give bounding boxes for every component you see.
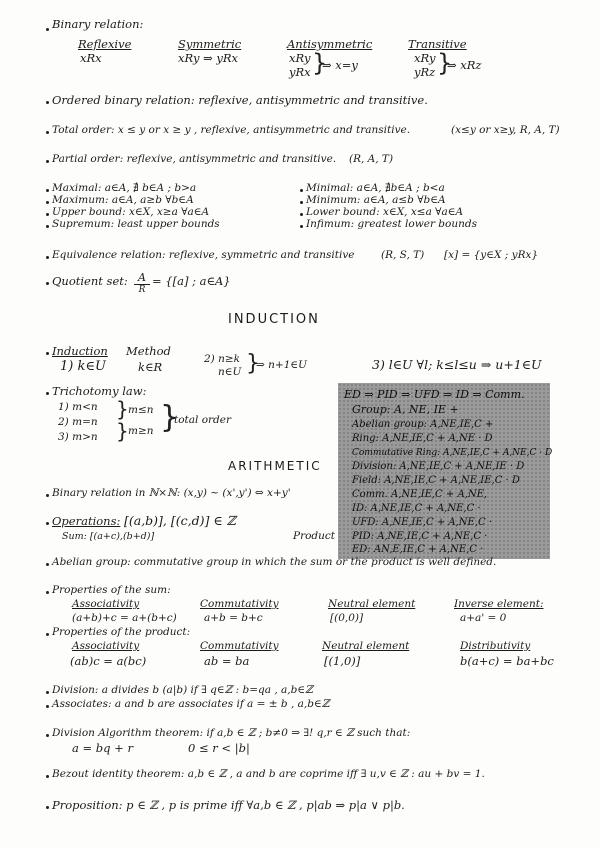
product-associativity-expr: (ab)c = a(bc) <box>70 654 147 668</box>
partial-order: Partial order: reflexive, antisymmetric and transitive. <box>52 153 337 165</box>
trichotomy-inner-2: m≥n <box>128 425 154 437</box>
product-neutral-label: Neutral element <box>322 640 410 652</box>
bullet <box>46 633 49 636</box>
quotient-numerator: A <box>138 271 146 284</box>
bullet <box>46 691 49 694</box>
bullet <box>46 189 49 192</box>
antisymmetric-expr2: yRx <box>289 65 311 79</box>
minimum: Minimum: a∈A, a≤b ∀b∈A <box>306 194 446 206</box>
product-distributivity-label: Distributivity <box>460 640 531 652</box>
bullet <box>300 201 303 204</box>
induction-step2b: n∈U <box>218 366 242 378</box>
lower-bound: Lower bound: x∈X, x≤a ∀a∈A <box>306 206 464 218</box>
division: Division: a divides b (a|b) if ∃ q∈ℤ : b=qa , a,b∈ℤ <box>52 684 313 696</box>
induction-step3: 3) l∈U ∀l; k≤l≤u ⇒ u+1∈U <box>372 357 542 372</box>
hierarchy-line: UFD: A,NE,IE,C + A,NE,C · <box>352 517 493 528</box>
product-neutral-expr: [(1,0)] <box>324 654 361 668</box>
trichotomy-brace-label: total order <box>174 414 232 426</box>
reflexive-label: Reflexive <box>78 37 132 51</box>
sum-associativity-label: Associativity <box>72 598 140 610</box>
sum-text: Sum: [(a+c),(b+d)] <box>62 531 155 542</box>
bullet <box>46 352 49 355</box>
trichotomy-inner-1: m≤n <box>128 404 154 416</box>
quotient-fraction <box>134 271 150 295</box>
sum-neutral-label: Neutral element <box>328 598 416 610</box>
product-label: Product <box>293 530 335 542</box>
arithmetic-binary-relation: Binary relation in ℕ×ℕ: (x,y) ~ (x',y') ⇔ x+y' <box>52 487 291 499</box>
sum-inverse-expr: a+a' = 0 <box>460 612 507 624</box>
induction-step2c: ⇒ n+1∈U <box>256 359 307 371</box>
reflexive-expr: xRx <box>80 51 102 65</box>
product-distributivity-expr: b(a+c) = ba+bc <box>460 654 554 668</box>
hierarchy-line: ED ⇒ PID ⇒ UFD ⇒ ID ⇒ Comm. <box>344 388 525 401</box>
total-order: Total order: x ≤ y or x ≥ y , reflexive, antisymmetric and transitive. <box>52 124 411 136</box>
ordered-relation: Ordered binary relation: reflexive, antisymmetric and transitive. <box>52 93 428 107</box>
bullet <box>300 189 303 192</box>
sum-associativity-expr: (a+b)+c = a+(b+c) <box>72 612 177 624</box>
hierarchy-line: ID: A,NE,IE,C + A,NE,C · <box>352 503 481 514</box>
bullet <box>46 494 49 497</box>
symmetric-label: Symmetric <box>178 37 242 51</box>
bullet <box>300 213 303 216</box>
hierarchy-line: Division: A,NE,IE,C + A,NE,IE · D <box>352 461 525 472</box>
division-algorithm-line2a: a = bq + r <box>72 741 133 755</box>
product-properties-title: Properties of the product: <box>52 626 191 638</box>
bullet <box>46 201 49 204</box>
transitive-result: ⇒ xRz <box>447 58 482 72</box>
bullet <box>46 160 49 163</box>
transitive-label: Transitive <box>408 37 467 51</box>
sum-commutativity-expr: a+b = b+c <box>204 612 263 624</box>
sum-neutral-expr: [(0,0)] <box>330 612 364 624</box>
bullet <box>46 28 49 31</box>
trichotomy-item-1: 1) m<n <box>58 401 98 413</box>
bullet <box>46 392 49 395</box>
supremum: Supremum: least upper bounds <box>52 218 220 230</box>
quotient-rhs: = {[a] ; a∈A} <box>152 274 231 288</box>
antisymmetric-result: ⇒ x=y <box>322 58 358 72</box>
sum-commutativity-label: Commutativity <box>200 598 279 610</box>
operations-label: Operations: <box>52 514 121 528</box>
hierarchy-line: Abelian group: A,NE,IE,C + <box>352 419 494 430</box>
bullet <box>46 705 49 708</box>
bullet <box>46 101 49 104</box>
maximum: Maximum: a∈A, a≥b ∀b∈A <box>52 194 194 206</box>
division-algorithm: Division Algorithm theorem: if a,b ∈ ℤ ; b≠0 ⇒ ∃! q,r ∈ ℤ such that: <box>52 727 411 739</box>
brace-icon: } <box>116 397 129 421</box>
hierarchy-line: Commutative Ring: A,NE,IE,C + A,NE,C · D <box>352 448 553 458</box>
antisymmetric-label: Antisymmetric <box>287 37 373 51</box>
product-associativity-label: Associativity <box>72 640 140 652</box>
product-commutativity-label: Commutativity <box>200 640 279 652</box>
bullet <box>46 213 49 216</box>
bullet <box>46 256 49 259</box>
symmetric-expr: xRy ⇒ yRx <box>178 51 239 65</box>
proposition: Proposition: p ∈ ℤ , p is prime iff ∀a,b ∈ ℤ , p|ab ⇒ p|a ∨ p|b. <box>52 798 405 812</box>
trichotomy-item-3: 3) m>n <box>58 431 98 443</box>
induction-title: Induction <box>52 344 108 358</box>
bullet <box>46 563 49 566</box>
equivalence-short: (R, S, T) <box>381 249 425 261</box>
binary-relation-title: Binary relation: <box>52 17 144 31</box>
equivalence-class: [x] = {y∈X ; yRx} <box>444 249 539 261</box>
induction-step1: 1) k∈U <box>60 359 106 374</box>
bullet <box>46 225 49 228</box>
division-algorithm-line2b: 0 ≤ r < |b| <box>188 741 250 755</box>
sum-inverse-label: Inverse element: <box>454 598 544 610</box>
trichotomy-title: Trichotomy law: <box>52 384 147 398</box>
upper-bound: Upper bound: x∈X, x≥a ∀a∈A <box>52 206 210 218</box>
sum-properties-title: Properties of the sum: <box>52 584 171 596</box>
bullet <box>300 225 303 228</box>
brace-icon: } <box>246 351 260 376</box>
associates: Associates: a and b are associates if a = ± b , a,b∈ℤ <box>52 698 330 710</box>
k-in-r: k∈R <box>138 360 163 374</box>
total-order-short: (x≤y or x≥y, R, A, T) <box>451 124 560 136</box>
bullet <box>46 775 49 778</box>
transitive-expr1: xRy <box>414 51 436 65</box>
hierarchy-line: PID: A,NE,IE,C + A,NE,C · <box>352 531 488 542</box>
bullet <box>46 806 49 809</box>
arithmetic-heading: ARITHMETIC <box>228 459 322 473</box>
partial-order-short: (R, A, T) <box>349 153 394 165</box>
bullet <box>46 282 49 285</box>
infimum: Infimum: greatest lower bounds <box>306 218 477 230</box>
operations-expr: [(a,b)], [(c,d)] ∈ ℤ <box>124 513 236 528</box>
trichotomy-item-2: 2) m=n <box>58 416 98 428</box>
bullet <box>46 522 49 525</box>
brace-icon: } <box>116 419 129 443</box>
quotient-label: Quotient set: <box>52 274 128 288</box>
bezout-theorem: Bezout identity theorem: a,b ∈ ℤ , a and b are coprime iff ∃ u,v ∈ ℤ : au + bv = 1. <box>52 768 485 780</box>
product-commutativity-expr: ab = ba <box>204 654 250 668</box>
brace-icon: } <box>437 49 453 77</box>
abelian-group: Abelian group: commutative group in which the sum or the product is well defined. <box>52 556 497 568</box>
transitive-expr2: yRz <box>414 65 436 79</box>
maximal: Maximal: a∈A, ∄ b∈A ; b>a <box>52 182 197 194</box>
equivalence-relation: Equivalence relation: reflexive, symmetric and transitive <box>52 249 355 261</box>
bullet <box>46 131 49 134</box>
brace-icon: } <box>312 49 328 77</box>
hierarchy-line: ED: AN,E,IE,C + A,NE,C · <box>352 544 484 555</box>
antisymmetric-expr1: xRy <box>289 51 311 65</box>
bullet <box>46 734 49 737</box>
minimal: Minimal: a∈A, ∄b∈A ; b<a <box>306 182 445 194</box>
brace-icon: } <box>160 400 180 435</box>
hierarchy-line: Comm. A,NE,IE,C + A,NE, <box>352 489 488 500</box>
algebraic-structures-box <box>338 383 553 559</box>
method-label: Method <box>126 344 171 358</box>
hierarchy-line: Group: A, NE, IE + <box>352 403 459 416</box>
hierarchy-line: Field: A,NE,IE,C + A,NE,IE,C · D <box>352 475 520 486</box>
induction-step2a: 2) n≥k <box>204 353 241 365</box>
hierarchy-line: Ring: A,NE,IE,C + A,NE · D <box>352 433 493 444</box>
quotient-denominator: R <box>134 284 150 295</box>
bullet <box>46 591 49 594</box>
induction-heading: INDUCTION <box>228 312 320 327</box>
